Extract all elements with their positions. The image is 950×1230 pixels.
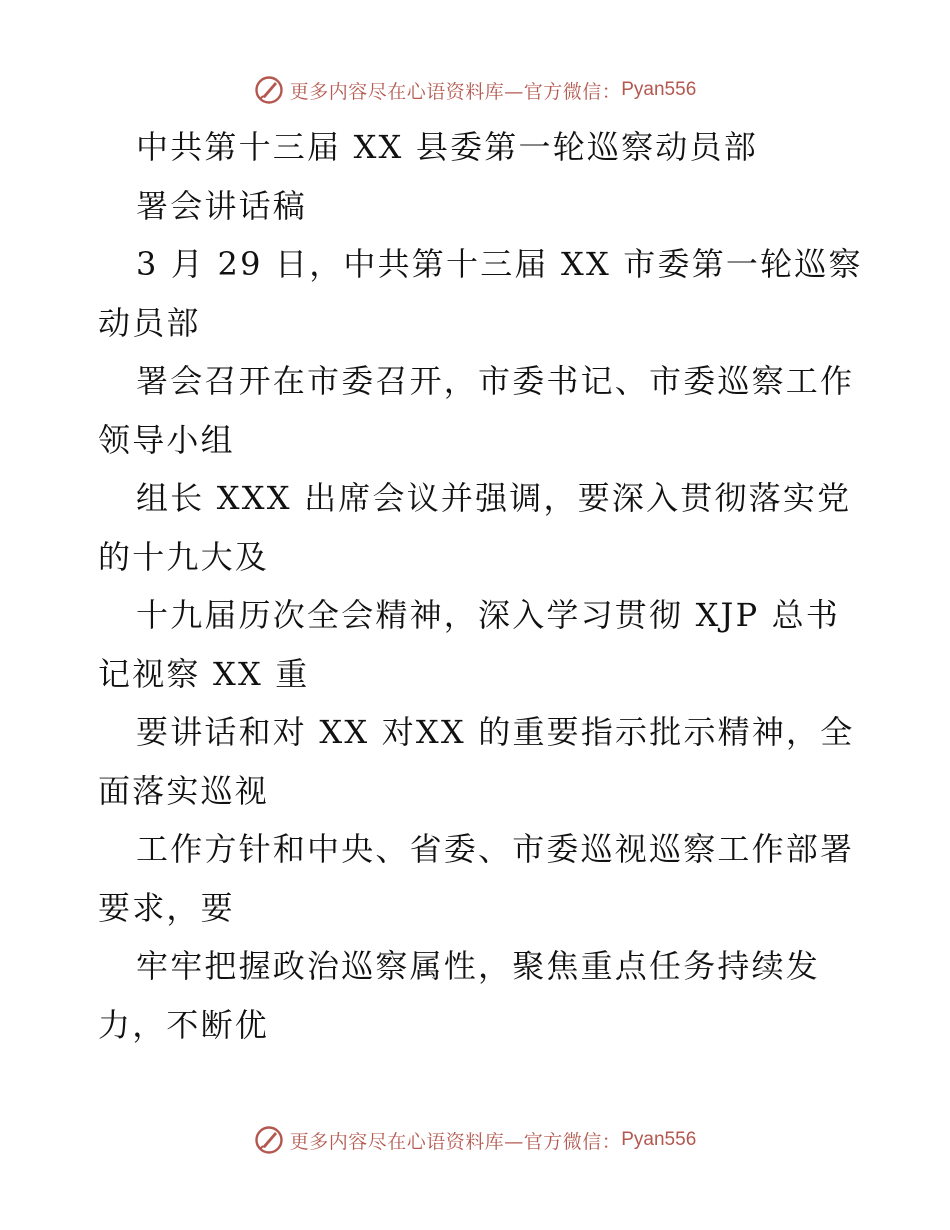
quill-pen-logo-icon: [254, 75, 284, 105]
doc-line: 工作方针和中央、省委、市委巡视巡察工作部署: [136, 830, 855, 868]
doc-line: 十九届历次全会精神，深入学习贯彻 XJP 总书: [136, 596, 841, 634]
header-banner-wechat-id: Pyan556: [621, 79, 697, 100]
footer-banner-wechat-id: Pyan556: [621, 1129, 697, 1150]
doc-line: 动员部: [98, 303, 201, 342]
doc-line: 力，不断优: [98, 1005, 270, 1044]
doc-line: 中共第十三届 XX 县委第一轮巡察动员部: [136, 128, 758, 166]
footer-banner: [0, 1120, 950, 1160]
doc-line: 署会召开在市委召开，市委书记、市委巡察工作: [136, 362, 855, 400]
doc-line: 面落实巡视: [98, 771, 270, 810]
doc-line: 3 月 29 日，中共第十三届 XX 市委第一轮巡察: [136, 245, 863, 283]
doc-line: 要求，要: [98, 888, 235, 927]
header-banner-text: 更多内容尽在心语资料库—官方微信：: [289, 80, 622, 103]
doc-line: 署会讲话稿: [136, 186, 308, 225]
header-banner: [0, 70, 950, 110]
quill-pen-logo-icon: [254, 1125, 284, 1155]
footer-banner-text: 更多内容尽在心语资料库—官方微信：: [289, 1130, 622, 1153]
doc-line: 的十九大及: [98, 537, 270, 576]
document-body: [98, 124, 863, 1060]
doc-line: 领导小组: [98, 420, 235, 459]
doc-line: 要讲话和对 XX 对XX 的重要指示批示精神，全: [136, 713, 855, 751]
doc-line: 组长 XXX 出席会议并强调，要深入贯彻落实党: [136, 479, 852, 517]
doc-line: 记视察 XX 重: [98, 654, 310, 693]
doc-line: 牢牢把握政治巡察属性，聚焦重点任务持续发: [136, 947, 821, 985]
